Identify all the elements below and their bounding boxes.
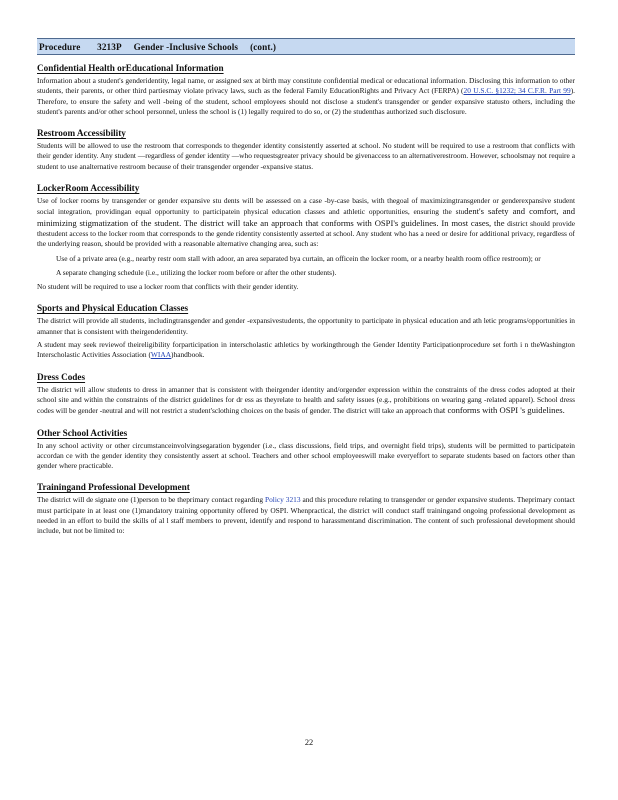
- procedure-title-bar: [37, 38, 575, 55]
- sports-paragraph-1: The district will provide all students, includingtransgender and gender -expansivestudents, the opportunity to participate in physical education and ath letic programs/opportunities in amanner that is consistent with theirgenderidentity.: [37, 316, 575, 336]
- document-page: [37, 38, 575, 540]
- page-number: 22: [304, 738, 314, 747]
- procedure-number: 3213P: [97, 42, 122, 52]
- sports-text-a: A student may seek reviewof theireligibility forparticipation in interscholastic athletics by workingthrough the Gender Identity Participationprocedure set forth i n theWashington Interscholastic Activities Association (: [37, 340, 575, 360]
- list-item: [37, 268, 575, 278]
- dress-text-a: The district will allow students to dress in amanner that is consistent with theirgender identity and/orgender expression within the constraints of the dress codes adopted at their school site and within the constraints of the district guidelines for dr ess as theyrelate to health and safety issues (e.g., prohibitions on wearing gang -related apparel). School dress codes will be gender -neutral and will not restrict a student'sclothing choices on the basis of gender. The district will take an approach tha: [37, 384, 575, 416]
- section-heading-other-activities: Other School Activities: [37, 427, 128, 438]
- locker-alternatives-list: [37, 254, 575, 279]
- confidential-text-a: Information about a student's genderidentity, legal name, or assigned sex at birth may constitute confidential medical or educational information. Disclosing this information to other students, their parents, or other third partiesmay violate privacy laws, such as the federal Family EducationRights and Privacy Act (FERPA) (: [37, 76, 575, 96]
- list-item-text: A separate changing schedule (i.e., utilizing the locker room before or after the other students).: [56, 267, 337, 277]
- dress-text-b: t conforms with OSPI 's guidelines.: [442, 405, 565, 416]
- section-locker-room: [37, 175, 575, 292]
- list-item-text: Use of a private area (e.g., nearby restr oom stall with adoor, an area separated bya curtain, an officein the locker room, or a nearby health room office restroom); or: [56, 253, 541, 263]
- procedure-name: Gender -Inclusive Schools: [133, 42, 239, 52]
- confidential-paragraph: [37, 76, 575, 117]
- section-heading-confidential: Confidential Health orEducational Information: [37, 63, 224, 73]
- locker-paragraph: [37, 196, 575, 249]
- section-training: [37, 474, 575, 536]
- training-paragraph: [37, 495, 575, 536]
- locker-text-c: district should provide thestudent access to the locker room that corresponds to the gende ridentity consistently asserted at school. Any student who has a need or desire for additional privacy, regardless of the underlying reason, should be provided with a reasonable alternative changing area, such as:: [37, 218, 575, 249]
- section-heading-restroom: Restroom Accessibility: [37, 128, 126, 139]
- training-text-a: The district will de signate one (1)person to be theprimary contact regarding: [37, 495, 265, 505]
- locker-text-b: dent's safety and comfort, and minimizing stigmatization of the student. The district will take an approach that conforms with OSPI's guidelines. In most cases, the: [37, 206, 575, 228]
- policy-3213-link[interactable]: Policy 3213: [264, 495, 301, 505]
- procedure-cont: (cont.): [250, 42, 277, 52]
- section-heading-dress-codes: Dress Codes: [37, 371, 86, 382]
- section-other-activities: [37, 420, 575, 472]
- confidential-text-b: ). Therefore, to ensure the safety and well -being of the student, school employees should not disclose a student's transgender or gender expansive statusto others, including the student's parents and/or other school personnel, unless the school is (1) legally required to do so, or (2) the studenthas authorized such disclosure.: [37, 86, 575, 116]
- ferpa-citation-link[interactable]: 20 U.S.C. §1232; 34 C.F.R. Part 99: [463, 86, 571, 96]
- list-item: [37, 254, 575, 264]
- other-paragraph: In any school activity or other circumstanceinvolvingsegaration bygender (i.e., class discussions, field trips, and overnight field trips), students will be permitted to participatein accordan ce with the gender identity they consistently assert at school. Teachers and other school employeeswill make everyeffort to separate students based on factors other than gender where practicable.: [37, 440, 575, 471]
- section-sports: [37, 295, 575, 360]
- section-heading-training: Trainingand Professional Development: [37, 482, 190, 493]
- sports-text-b: )handbook.: [171, 350, 205, 360]
- locker-paragraph-2: No student will be required to use a locker room that conflicts with their gender identity.: [37, 282, 299, 292]
- locker-text-a: Use of locker rooms by transgender or gender expansive stu dents will be assessed on a case -by-case basis, with thegoal of maximizingtransgender or genderexpansive student social integration, providingan equal opportunity to participatein physical education classes and athletic opportunities, ensuring the stu: [37, 196, 575, 217]
- restroom-paragraph: Students will be allowed to use the restroom that corresponds to thegender identity consistently asserted at school. No student will be required to use a restroom that conflicts with their gender identity. Any student —regardless of gender identity —who requestsgreater privacy should be givenaccess to an alternativerestroom. However, schoolsmay not require a student to use analternative restroom because of their transgender orgender -expansive status.: [37, 141, 575, 171]
- section-heading-sports: Sports and Physical Education Classes: [37, 303, 189, 314]
- section-heading-locker-room: LockerRoom Accessibility: [37, 183, 140, 194]
- sports-paragraph-2: [37, 340, 575, 361]
- procedure-label: Procedure: [39, 42, 81, 52]
- wiaa-link[interactable]: WIAA: [150, 350, 172, 360]
- section-confidential: [37, 55, 575, 117]
- dress-paragraph: [37, 385, 575, 417]
- section-restroom: [37, 120, 575, 172]
- training-text-b: and this procedure relating to transgender or gender expansive students. Theprimary contact must participate in at least one (1)mandatory training opportunity offered by OSPI. Whenpractical, the district will conduct staff trainingand ongoing professional development as needed in an effort to build the skills of al l staff members to prevent, identify and respond to harassmentand discrimination. The content of such professional development should include, but not be limited to:: [37, 495, 575, 536]
- section-dress-codes: [37, 364, 575, 417]
